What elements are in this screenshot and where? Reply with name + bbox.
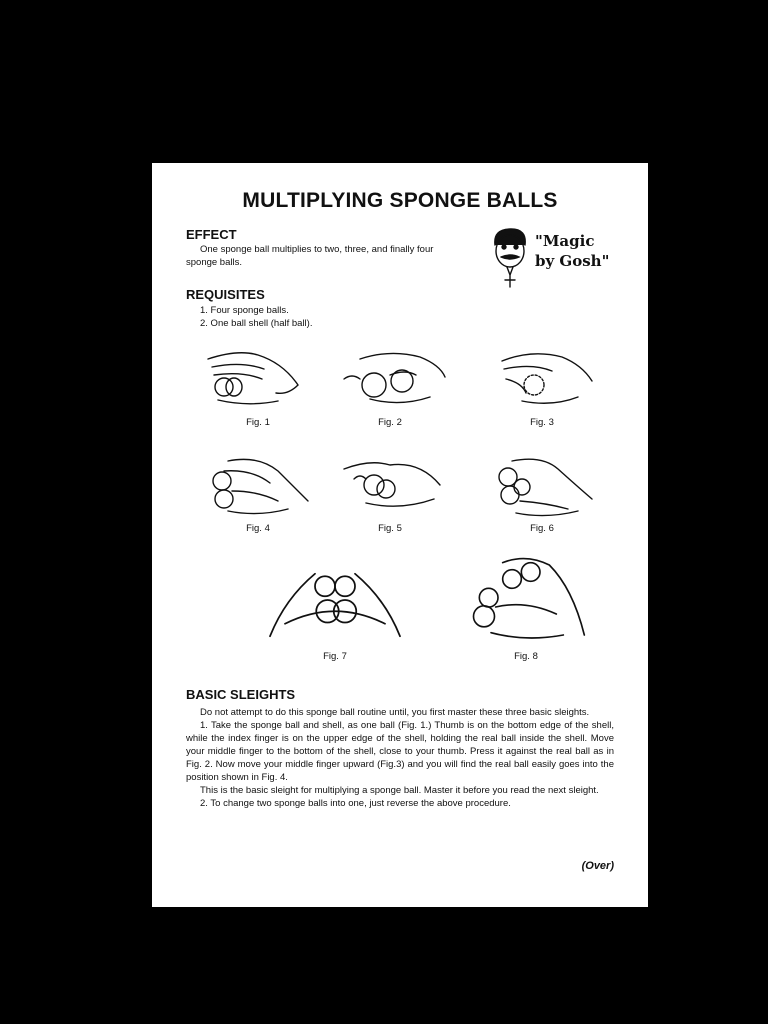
logo-text: "Magic by Gosh" (535, 232, 610, 270)
figure-1 (198, 345, 318, 430)
hand-illustration-icon (330, 451, 450, 521)
basic-sleights-text (186, 706, 614, 810)
page-title: MULTIPLYING SPONGE BALLS (242, 189, 558, 212)
list-item: 2. One ball shell (half ball). (200, 318, 313, 329)
hand-illustration-icon (260, 561, 410, 649)
figure-caption: Fig. 8 (514, 651, 538, 662)
hand-illustration-icon (482, 451, 602, 521)
requisites-heading: REQUISITES (186, 287, 265, 302)
figure-7 (260, 561, 410, 662)
paragraph: 2. To change two sponge balls into one, just reverse the above procedure. (200, 798, 511, 809)
figure-5 (330, 451, 450, 536)
paragraph: Do not attempt to do this sponge ball routine until, you first master these three basic sleights. (200, 707, 590, 718)
hand-illustration-icon (456, 551, 596, 649)
hand-illustration-icon (198, 345, 318, 415)
hand-illustration-icon (482, 345, 602, 415)
magician-portrait-icon (487, 225, 533, 291)
figure-3 (482, 345, 602, 430)
figure-caption: Fig. 4 (246, 523, 270, 534)
figure-6 (482, 451, 602, 536)
hand-illustration-icon (198, 451, 318, 521)
figure-caption: Fig. 2 (378, 417, 402, 428)
paragraph: 1. Take the sponge ball and shell, as one ball (Fig. 1.) Thumb is on the bottom edge of the shell, while the index finger is on the upper edge of the shell, holding the real ball inside the shell. Move your middle finger to the bottom of the shell, close to your thumb. Press it against the real ball as in Fig. 2. Now move your middle finger upward (Fig.3) and you will find the real ball easily goes into the position shown in Fig. 4. (186, 720, 614, 783)
figure-caption: Fig. 3 (530, 417, 554, 428)
paragraph: This is the basic sleight for multiplying a sponge ball. Master it before you read the next sleight. (200, 785, 599, 796)
effect-heading: EFFECT (186, 227, 237, 242)
figure-caption: Fig. 1 (246, 417, 270, 428)
magic-by-gosh-logo (487, 225, 637, 295)
effect-text: One sponge ball multiplies to two, three, and finally four sponge balls. (186, 244, 434, 268)
figure-caption: Fig. 5 (378, 523, 402, 534)
requisites-list (200, 304, 312, 330)
figure-caption: Fig. 6 (530, 523, 554, 534)
figure-2 (330, 345, 450, 430)
list-item: 1. Four sponge balls. (200, 305, 289, 316)
figure-caption: Fig. 7 (323, 651, 347, 662)
basic-sleights-heading: BASIC SLEIGHTS (186, 687, 296, 702)
over-note: (Over) (581, 860, 614, 872)
hand-illustration-icon (330, 345, 450, 415)
instruction-sheet (152, 163, 648, 907)
figure-4 (198, 451, 318, 536)
figure-8 (456, 551, 596, 662)
